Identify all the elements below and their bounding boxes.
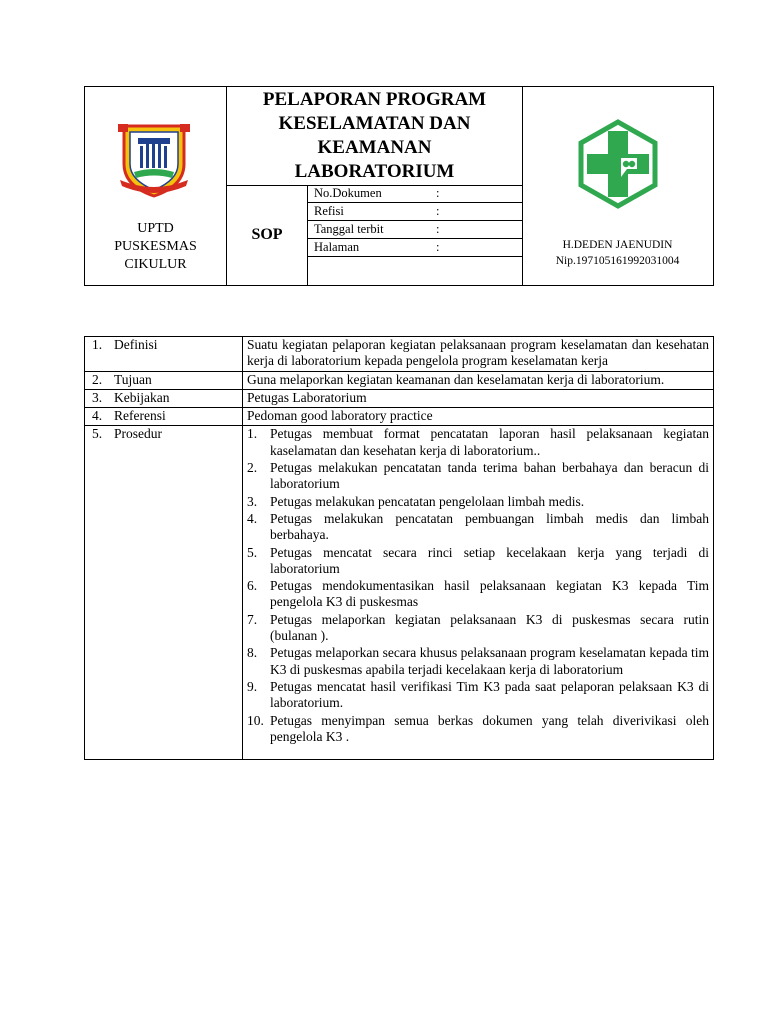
meta-colon: : xyxy=(436,240,440,254)
row-label xyxy=(85,371,243,389)
meta-label: No.Dokumen xyxy=(314,186,382,200)
step-number: 5. xyxy=(247,544,258,560)
row-value: Suatu kegiatan pelaporan kegiatan pelaksanaan program keselamatan dan kesehatan kerja di laboratorium kepada pengelola program keselamatan kerja xyxy=(243,337,714,372)
row-number: 2. xyxy=(92,371,103,387)
table-row xyxy=(85,408,714,426)
step-text: Petugas mencatat secara rinci setiap kecelakaan kerja yang terjadi di laboratorium xyxy=(270,544,709,576)
table-row xyxy=(85,389,714,407)
org-cell xyxy=(85,87,227,285)
title-line: LABORATORIUM xyxy=(294,161,455,182)
row-title: Referensi xyxy=(114,408,166,424)
step-number: 3. xyxy=(247,493,258,509)
row-title: Prosedur xyxy=(114,426,162,442)
sop-label: SOP xyxy=(227,185,308,285)
signer-name: H.DEDEN JAENUDIN xyxy=(562,239,673,251)
list-item xyxy=(247,545,709,578)
step-text: Petugas menyimpan semua berkas dokumen yang telah diverivikasi oleh pengelola K3 . xyxy=(270,712,709,744)
procedure-steps-cell xyxy=(243,426,714,760)
list-item xyxy=(247,460,709,493)
list-item xyxy=(247,645,709,678)
row-label xyxy=(85,337,243,372)
step-number: 10. xyxy=(247,712,264,728)
title-line: KEAMANAN xyxy=(317,137,432,158)
step-text: Petugas mendokumentasikan hasil pelaksanaan kegiatan K3 kepada Tim pengelola K3 di puskesmas xyxy=(270,578,709,610)
list-item xyxy=(247,494,709,510)
step-text: Petugas melakukan pencatatan pembuangan limbah medis dan limbah berbahaya. xyxy=(270,510,709,543)
document-title xyxy=(227,87,522,186)
meta-colon: : xyxy=(436,204,440,218)
table-row xyxy=(85,371,714,389)
row-number: 3. xyxy=(92,389,103,405)
regency-seal-icon xyxy=(116,120,192,200)
list-item xyxy=(247,612,709,645)
row-number: 1. xyxy=(92,337,103,352)
step-number: 4. xyxy=(247,510,258,526)
meta-colon: : xyxy=(436,222,440,236)
title-line: PELAPORAN PROGRAM xyxy=(262,89,487,110)
row-title: Tujuan xyxy=(114,371,152,387)
list-item xyxy=(247,511,709,544)
step-number: 2. xyxy=(247,460,258,476)
row-label xyxy=(85,408,243,426)
meta-label: Refisi xyxy=(314,204,344,218)
step-number: 7. xyxy=(247,611,258,627)
list-item xyxy=(247,713,709,746)
signer-block xyxy=(522,237,713,269)
step-text: Petugas melaporkan secara khusus pelaksanaan program keselamatan kepada tim K3 di puskesmas apabila terjadi kecelakaan kerja di laboratorium xyxy=(270,645,709,677)
step-number: 1. xyxy=(247,426,258,442)
signer-nip: Nip.197105161992031004 xyxy=(555,255,680,267)
list-item xyxy=(247,426,709,459)
org-line: UPTD xyxy=(137,221,174,236)
row-label xyxy=(85,389,243,407)
org-line: PUSKESMAS xyxy=(114,239,197,254)
org-name xyxy=(85,220,226,274)
table-row xyxy=(85,337,714,372)
meta-colon: : xyxy=(436,186,440,200)
list-item xyxy=(247,578,709,611)
step-number: 9. xyxy=(247,678,258,694)
row-value: Pedoman good laboratory practice xyxy=(243,408,714,426)
org-line: CIKULUR xyxy=(124,257,187,272)
meta-label: Halaman xyxy=(314,240,360,254)
row-value: Guna melaporkan kegiatan keamanan dan keselamatan kerja di laboratorium. xyxy=(243,371,714,389)
meta-row xyxy=(308,239,522,257)
list-item xyxy=(247,679,709,712)
procedure-steps xyxy=(247,426,709,758)
meta-row xyxy=(308,185,522,203)
meta-row xyxy=(308,203,522,221)
step-text: Petugas melakukan pencatatan tanda terima bahan berbahaya dan beracun di laboratorium xyxy=(270,460,709,492)
title-line: KESELAMATAN DAN xyxy=(278,113,471,134)
puskesmas-cross-icon xyxy=(577,119,659,209)
step-text: Petugas membuat format pencatatan laporan hasil pelaksanaan kegiatan kaselamatan dan kesehatan kerja di laboratorium.. xyxy=(270,426,709,458)
row-number: 5. xyxy=(92,426,103,442)
step-number: 8. xyxy=(247,645,258,661)
row-label xyxy=(85,426,243,760)
row-number: 4. xyxy=(92,408,103,424)
step-text: Petugas melaporkan kegiatan pelaksanaan K3 di puskesmas secara rutin (bulanan ). xyxy=(270,611,709,644)
step-number: 6. xyxy=(247,578,258,594)
step-text: Petugas melakukan pencatatan pengelolaan limbah medis. xyxy=(270,493,585,509)
document-header xyxy=(84,86,714,286)
row-value: Petugas Laboratorium xyxy=(243,389,714,407)
step-text: Petugas mencatat hasil verifikasi Tim K3 pada saat pelaporan pelaksaan K3 di laboratorium. xyxy=(270,678,709,711)
row-title: Kebijakan xyxy=(114,389,170,405)
document-meta xyxy=(308,185,522,257)
sop-content-table xyxy=(84,336,714,760)
row-title: Definisi xyxy=(114,337,158,352)
meta-label: Tanggal terbit xyxy=(314,222,384,236)
meta-row xyxy=(308,221,522,239)
table-row xyxy=(85,426,714,760)
